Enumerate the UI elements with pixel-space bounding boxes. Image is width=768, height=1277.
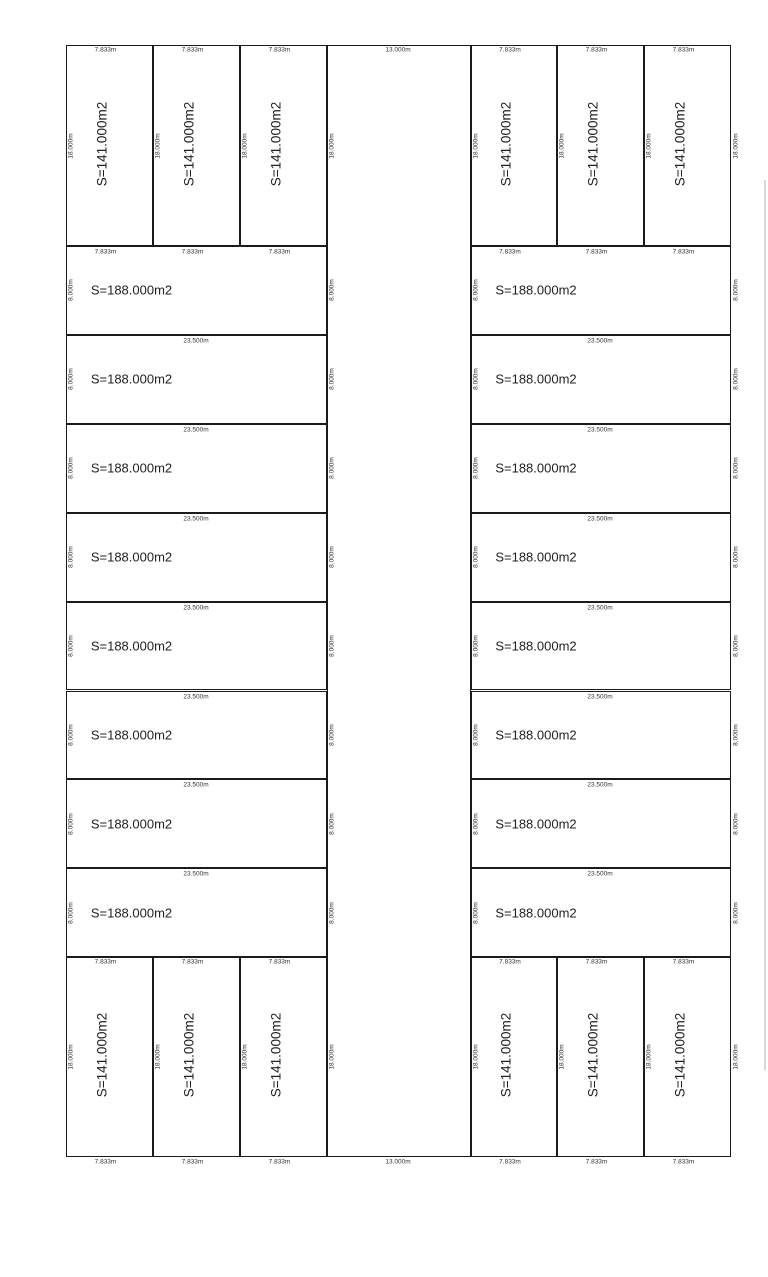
depth-dim-label: 8.000m [328,279,336,302]
width-dim-label: 7.833m [672,46,695,54]
width-dim-label: 23.500m [587,781,613,789]
lot-area-label: S=141.000m2 [181,1012,196,1098]
width-dim-label: 23.500m [587,426,613,434]
lot-area-label: S=188.000m2 [495,905,577,921]
lot-area-label: S=188.000m2 [495,727,577,743]
width-dim-label: 7.833m [181,958,204,966]
width-dim-label: 7.833m [499,1158,521,1166]
lot-area-label: S=141.000m2 [94,101,109,186]
width-dim-label: 23.500m [183,426,209,434]
width-dim-label: 7.833m [499,46,521,54]
width-dim-label: 23.500m [587,870,613,878]
lot-top-right-3 [644,45,731,246]
depth-dim-label: 8.000m [67,368,75,391]
depth-dim-label: 8.000m [472,546,480,568]
lot-area-label: S=141.000m2 [181,101,196,186]
width-dim-label: 23.500m [587,604,613,612]
depth-dim-label: 8.000m [328,635,336,657]
depth-dim-label: 18.000m [472,1044,480,1070]
depth-dim-label: 8.000m [472,901,480,924]
depth-dim-label: 18.000m [328,1044,336,1070]
width-dim-label: 7.833m [672,248,695,256]
road-width-label: 13.000m [385,1158,411,1166]
lot-area-label: S=141.000m2 [585,1012,600,1098]
lot-area-label: S=188.000m2 [495,816,577,832]
depth-dim-label: 8.000m [472,635,480,657]
width-dim-label: 7.833m [585,1158,608,1166]
depth-dim-label: 8.000m [732,901,740,924]
depth-dim-label: 18.000m [241,132,249,159]
depth-dim-label: 8.000m [472,279,480,302]
lot-area-label: S=188.000m2 [90,371,173,387]
lot-area-label: S=188.000m2 [90,905,173,921]
central-road [327,45,471,1157]
width-dim-label: 23.500m [183,781,209,789]
depth-dim-label: 8.000m [472,457,480,480]
depth-dim-label: 8.000m [472,368,480,391]
lot-area-label: S=141.000m2 [498,1012,514,1098]
depth-dim-label: 18.000m [645,1044,653,1070]
depth-dim-label: 8.000m [67,279,75,302]
width-dim-label: 7.833m [94,46,117,54]
lot-area-label: S=141.000m2 [672,101,687,186]
depth-dim-label: 8.000m [328,901,336,924]
depth-dim-label: 8.000m [328,813,336,835]
width-dim-label: 7.833m [585,958,608,966]
width-dim-label: 23.500m [587,337,613,345]
lot-area-label: S=141.000m2 [672,1012,687,1098]
lot-top-left-3 [240,45,327,246]
lot-area-label: S=188.000m2 [495,460,577,476]
lot-area-label: S=141.000m2 [585,101,600,186]
lot-area-label: S=188.000m2 [90,638,173,654]
width-dim-label: 23.500m [183,604,209,612]
width-dim-label: 7.833m [499,958,521,966]
width-dim-label: 7.833m [268,958,291,966]
width-dim-label: 23.500m [183,515,209,523]
width-dim-label: 23.500m [183,337,209,345]
width-dim-label: 7.833m [94,1158,117,1166]
lot-area-label: S=188.000m2 [495,282,577,298]
depth-dim-label: 18.000m [328,132,336,159]
lot-area-label: S=141.000m2 [498,101,514,186]
lot-bottom-right-2 [557,957,644,1157]
lot-area-label: S=141.000m2 [94,1012,109,1098]
depth-dim-label: 8.000m [328,368,336,391]
road-width-label: 13.000m [385,46,411,54]
lot-top-left-1 [66,45,153,246]
depth-dim-label: 18.000m [67,1044,75,1070]
depth-dim-label: 18.000m [732,132,740,159]
depth-dim-label: 8.000m [67,724,75,746]
depth-dim-label: 18.000m [732,1044,740,1070]
depth-dim-label: 8.000m [328,724,336,746]
depth-dim-label: 8.000m [732,813,740,835]
depth-dim-label: 18.000m [645,132,653,159]
width-dim-label: 7.833m [268,46,291,54]
depth-dim-label: 8.000m [67,901,75,924]
width-dim-label: 23.500m [587,515,613,523]
depth-dim-label: 8.000m [732,546,740,568]
lot-area-label: S=188.000m2 [90,727,173,743]
lot-top-right-1 [471,45,557,246]
lot-bottom-left-2 [153,957,240,1157]
width-dim-label: 7.833m [268,248,291,256]
depth-dim-label: 8.000m [328,546,336,568]
depth-dim-label: 8.000m [67,457,75,480]
depth-dim-label: 8.000m [732,368,740,391]
lot-area-label: S=141.000m2 [268,101,283,186]
lot-area-label: S=188.000m2 [90,549,173,565]
depth-dim-label: 18.000m [558,1044,566,1070]
lot-top-left-2 [153,45,240,246]
width-dim-label: 7.833m [181,1158,204,1166]
width-dim-label: 23.500m [183,870,209,878]
depth-dim-label: 8.000m [732,457,740,480]
depth-dim-label: 8.000m [732,635,740,657]
width-dim-label: 7.833m [585,248,608,256]
lot-bottom-right-3 [644,957,731,1157]
lot-area-label: S=188.000m2 [495,371,577,387]
lot-area-label: S=141.000m2 [268,1012,283,1098]
lot-bottom-right-1 [471,957,557,1157]
width-dim-label: 7.833m [268,1158,291,1166]
lot-area-label: S=188.000m2 [90,460,173,476]
lot-area-label: S=188.000m2 [495,549,577,565]
width-dim-label: 7.833m [181,46,204,54]
depth-dim-label: 18.000m [558,132,566,159]
width-dim-label: 7.833m [499,248,521,256]
width-dim-label: 7.833m [94,958,117,966]
depth-dim-label: 8.000m [67,546,75,568]
scrollbar[interactable] [764,180,766,1070]
depth-dim-label: 8.000m [67,813,75,835]
depth-dim-label: 18.000m [67,132,75,159]
width-dim-label: 7.833m [94,248,117,256]
width-dim-label: 7.833m [585,46,608,54]
width-dim-label: 7.833m [672,1158,695,1166]
width-dim-label: 7.833m [672,958,695,966]
depth-dim-label: 8.000m [472,813,480,835]
lot-area-label: S=188.000m2 [495,638,577,654]
lot-top-right-2 [557,45,644,246]
lot-area-label: S=188.000m2 [90,282,173,298]
lot-bottom-left-1 [66,957,153,1157]
lot-area-label: S=188.000m2 [90,816,173,832]
depth-dim-label: 8.000m [732,724,740,746]
depth-dim-label: 18.000m [154,132,162,159]
width-dim-label: 7.833m [181,248,204,256]
depth-dim-label: 18.000m [472,132,480,159]
depth-dim-label: 18.000m [241,1044,249,1070]
depth-dim-label: 8.000m [328,457,336,480]
depth-dim-label: 8.000m [67,635,75,657]
depth-dim-label: 8.000m [732,279,740,302]
width-dim-label: 23.500m [183,693,209,700]
depth-dim-label: 8.000m [472,724,480,746]
width-dim-label: 23.500m [587,693,613,700]
lot-bottom-left-3 [240,957,327,1157]
depth-dim-label: 18.000m [154,1044,162,1070]
